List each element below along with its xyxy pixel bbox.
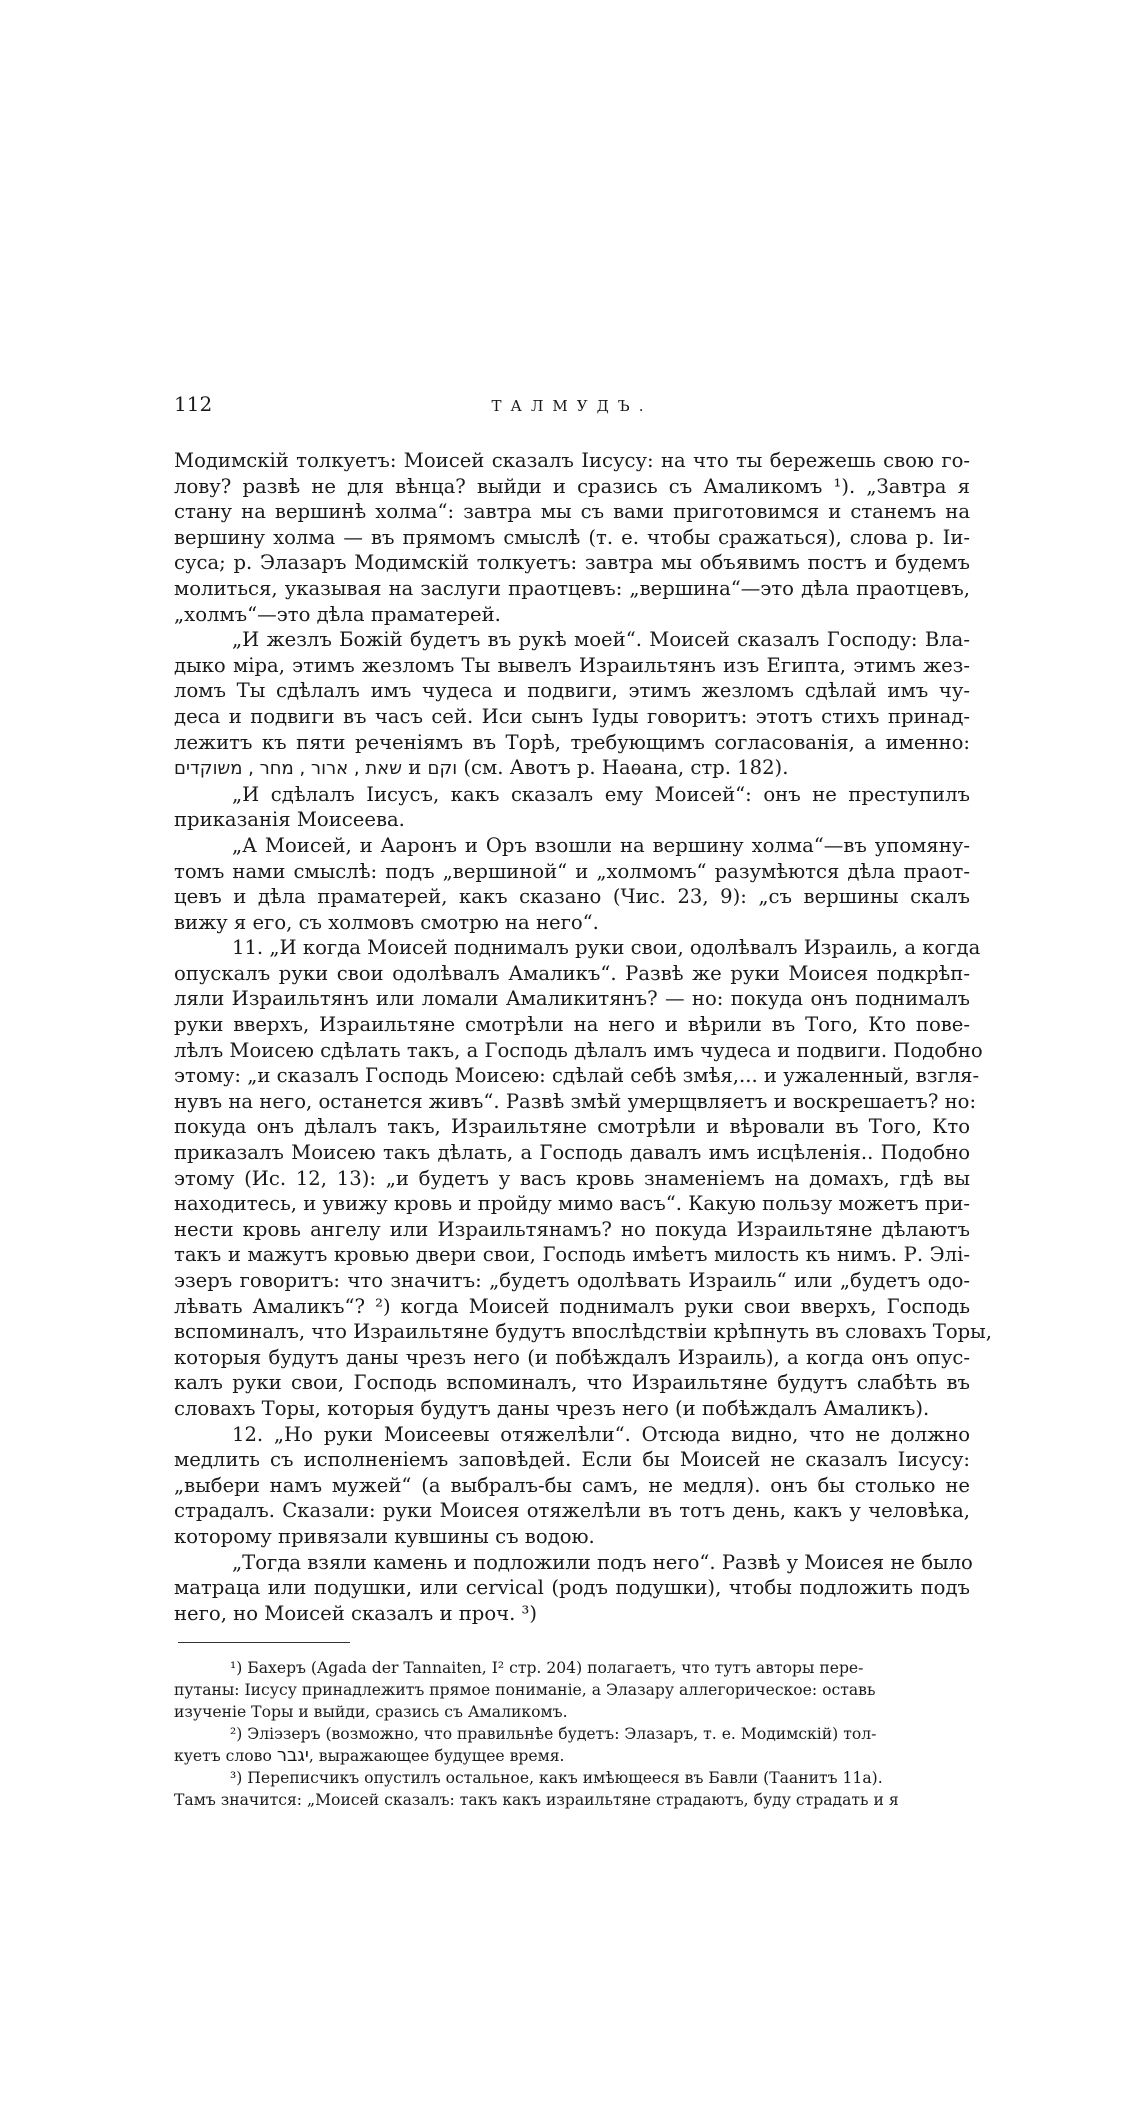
text-line: этому (Ис. 12, 13): „и будетъ у васъ кровь знаменіемъ на домахъ, гдѣ вы: [174, 1166, 970, 1190]
text-line: „И жезлъ Божій будетъ въ рукѣ моей“. Моисей сказалъ Господу: Вла-: [232, 628, 970, 652]
hebrew-word: וקם: [427, 758, 458, 780]
text-line: вспоминалъ, что Израильтяне будутъ впослѣдствіи крѣпнуть въ словахъ Торы,: [174, 1320, 993, 1344]
text-line: которому привязали кувшины съ водою.: [174, 1524, 595, 1548]
text-line: нувъ на него, останется живъ“. Развѣ змѣй умерщвляетъ и воскрешаетъ? но:: [174, 1089, 977, 1113]
footnote-1: [174, 1657, 970, 1723]
text-line: Модимскій толкуетъ: Моисей сказалъ Іисусу: на что ты бережешь свою го-: [174, 449, 970, 472]
hebrew-word: יגבר: [276, 1745, 309, 1767]
text-line: ляли Израильтянъ или ломали Амаликитянъ? — но: покуда онъ поднималъ: [174, 987, 970, 1011]
text-line: покуда онъ дѣлалъ такъ, Израильтяне смотрѣли и вѣровали въ Того, Кто: [174, 1115, 970, 1139]
footnote-2: [174, 1723, 970, 1767]
text-line: калъ руки свои, Господь вспоминалъ, что Израильтяне будутъ слабѣть въ: [174, 1371, 970, 1395]
text-line: вижу я его, съ холмовъ смотрю на него“.: [174, 910, 599, 934]
text-line: „И сдѣлалъ Іисусъ, какъ сказалъ ему Моисей“: онъ не преступилъ: [232, 782, 970, 806]
text-line: молиться, указывая на заслуги праотцевъ: „вершина“—это дѣла праотцевъ,: [174, 576, 970, 600]
footnotes: [174, 1657, 970, 1811]
footnote-line: путаны: Іисусу принадлежитъ прямое пониманіе, а Элазару аллегорическое: оставь: [174, 1681, 876, 1700]
text-line: страдалъ. Сказали: руки Моисея отяжелѣли въ тотъ день, какъ у человѣка,: [174, 1499, 970, 1523]
paragraph-2: [174, 627, 970, 782]
text-line: него, но Моисей сказалъ и проч. ³): [174, 1601, 538, 1625]
paragraph-4: [174, 833, 970, 935]
footnote-divider: [178, 1642, 350, 1643]
text-line: матраца или подушки, или cervical (родъ подушки), чтобы подложить подъ: [174, 1576, 970, 1600]
text-line: лѣвать Амаликъ“? ²) когда Моисей поднималъ руки свои вверхъ, Господь: [174, 1294, 970, 1318]
text-line: „Тогда взяли камень и подложили подъ него“. Развѣ у Моисея не было: [232, 1550, 973, 1574]
footnote-line: ¹) Бахеръ (Agada der Tannaiten, I² стр. 204) полагаетъ, что тутъ авторы пере-: [230, 1659, 864, 1678]
main-text: [174, 448, 993, 1626]
paragraph-7: [174, 1550, 973, 1627]
text-line: приказалъ Моисею такъ дѣлать, а Господь давалъ имъ исцѣленія.. Подобно: [174, 1141, 970, 1165]
text-line: которыя будутъ даны чрезъ него (и побѣждалъ Израиль), а когда онъ опус-: [174, 1345, 970, 1369]
footnote-line: ³) Переписчикъ опустилъ остальное, какъ имѣющееся въ Бавли (Таанитъ 11а).: [230, 1769, 883, 1788]
text-line: такъ и мажутъ кровью двери свои, Господь имѣетъ милость къ нимъ. Р. Элі-: [174, 1243, 970, 1267]
paragraph-3: [174, 782, 970, 833]
book-page: [174, 392, 993, 1811]
text-line: лову? развѣ не для вѣнца? выйди и сразись съ Амаликомъ ¹). „Завтра я: [174, 474, 970, 498]
footnote-line: Тамъ значится: „Моисей сказалъ: такъ какъ израильтяне страдаютъ, буду страдать и я: [174, 1791, 899, 1810]
paragraph-6: [174, 1422, 970, 1550]
paragraph-1: [174, 448, 970, 627]
text-line: медлить съ исполненіемъ заповѣдей. Если бы Моисей не сказалъ Іисусу:: [174, 1448, 970, 1472]
text-line: дыко міра, этимъ жезломъ Ты вывелъ Израильтянъ изъ Египта, этимъ жез-: [174, 653, 970, 677]
text-line: 12. „Но руки Моисеевы отяжелѣли“. Отсюда видно, что не должно: [232, 1422, 970, 1446]
text-line: опускалъ руки свои одолѣвалъ Амаликъ“. Развѣ же руки Моисея подкрѣп-: [174, 961, 970, 985]
text-line: вершину холма — въ прямомъ смыслѣ (т. е. чтобы сражаться), слова р. Іи-: [174, 525, 970, 549]
text-line: нести кровь ангелу или Израильтянамъ? но покуда Израильтяне дѣлаютъ: [174, 1217, 970, 1241]
text-line: находитесь, и увижу кровь и пройду мимо васъ“. Какую пользу можетъ при-: [174, 1192, 970, 1216]
text-line: ломъ Ты сдѣлалъ имъ чудеса и подвиги, этимъ жезломъ сдѣлай имъ чу-: [174, 679, 970, 703]
footnote-line: [174, 1745, 970, 1767]
text-line: „холмъ“—это дѣла праматерей.: [174, 602, 501, 626]
running-head: [174, 392, 970, 426]
text-line: стану на вершинѣ холма“: завтра мы съ вами приготовимся и станемъ на: [174, 500, 970, 524]
footnote-line: изученіе Торы и выйди, сразись съ Амаликомъ.: [174, 1703, 568, 1722]
text-line: приказанія Моисеева.: [174, 808, 405, 832]
text-line: 11. „И когда Моисей поднималъ руки свои, одолѣвалъ Израиль, а когда: [232, 936, 981, 960]
text-line: эзеръ говоритъ: что значитъ: „будетъ одолѣвать Израиль“ или „будетъ одо-: [174, 1269, 970, 1292]
text-line: лѣлъ Моисею сдѣлать такъ, а Господь дѣлалъ имъ чудеса и подвиги. Подобно: [174, 1038, 983, 1062]
hebrew-words: שאת , ארור , מחר , משוקדים: [174, 758, 402, 780]
paragraph-5: [174, 935, 993, 1421]
text-line: „выбери намъ мужей“ (а выбралъ-бы самъ, не медля). онъ бы столько не: [174, 1473, 970, 1497]
text-line: руки вверхъ, Израильтяне смотрѣли на него и вѣрили въ Того, Кто пове-: [174, 1013, 970, 1037]
text-line: „А Моисей, и Ааронъ и Оръ взошли на вершину холма“—въ упомяну-: [232, 833, 970, 857]
footnote-text: , выражающее будущее время.: [308, 1747, 565, 1766]
text-line: лежитъ къ пяти реченіямъ въ Торѣ, требующимъ согласованія, а именно:: [174, 730, 970, 754]
text-line: цевъ и дѣла праматерей, какъ сказано (Чис. 23, 9): „съ вершины скалъ: [174, 885, 970, 909]
page-number: 112: [174, 392, 213, 416]
text-line: суса; р. Элазаръ Модимскій толкуетъ: завтра мы объявимъ постъ и будемъ: [174, 551, 970, 575]
running-title: ТАЛМУДЪ.: [491, 397, 653, 415]
text-line: томъ нами смыслѣ: подъ „вершиной“ и „холмомъ“ разумѣются дѣла праот-: [174, 859, 970, 883]
text-line-hebrew: [174, 755, 970, 782]
text-line: словахъ Торы, которыя будутъ даны чрезъ него (и побѣждалъ Амаликъ).: [174, 1396, 930, 1420]
text-line: этому: „и сказалъ Господь Моисею: сдѣлай себѣ змѣя,... и ужаленный, взгля-: [174, 1064, 980, 1088]
citation: (см. Авотъ р. Наѳана, стр. 182).: [463, 756, 789, 780]
conjunction: и: [408, 756, 422, 780]
footnote-3: [174, 1767, 970, 1811]
text-line: деса и подвиги въ часъ сей. Иси сынъ Іуды говоритъ: этотъ стихъ принад-: [174, 704, 970, 728]
footnote-line: ²) Эліэзеръ (возможно, что правильнѣе будетъ: Элазаръ, т. е. Модимскій) тол-: [230, 1725, 877, 1744]
footnote-text: куетъ слово: [174, 1747, 272, 1766]
